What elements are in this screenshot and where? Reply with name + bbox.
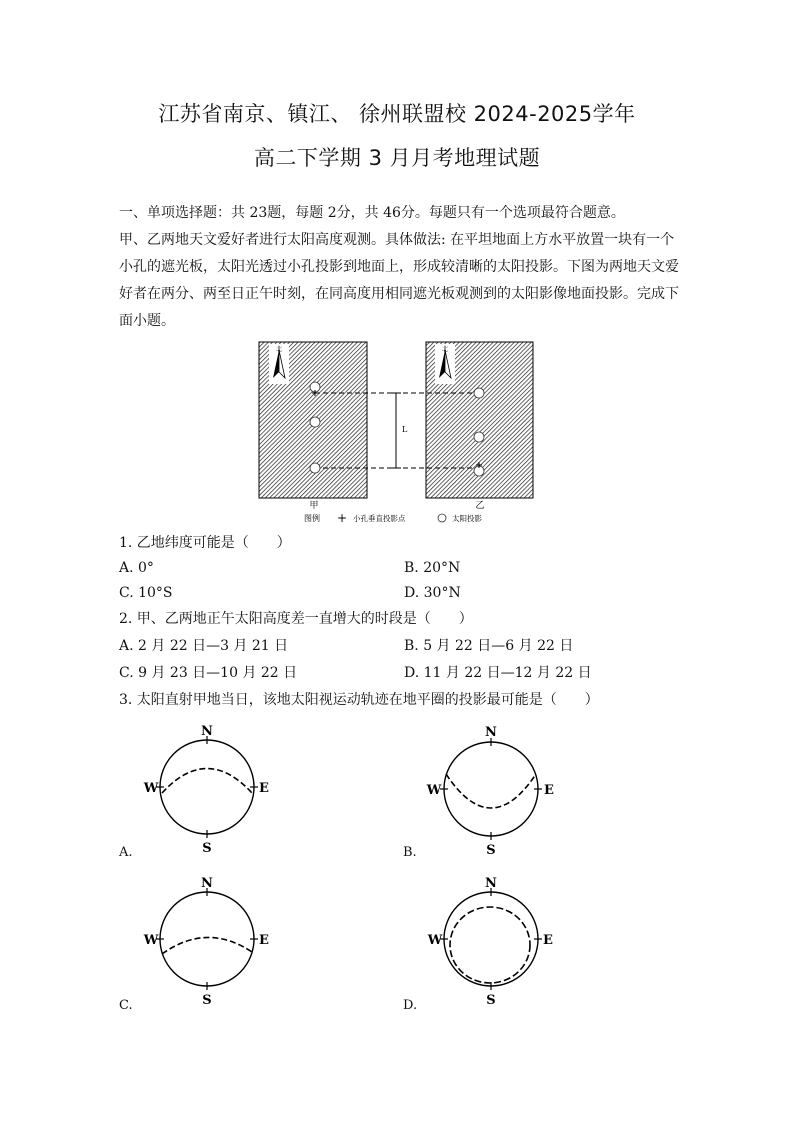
q1-option-a[interactable]: A. 0°: [119, 560, 154, 576]
compass-s: S: [202, 841, 212, 856]
diagram-d-label[interactable]: D.: [403, 998, 418, 1013]
diagram-a-label[interactable]: A.: [119, 845, 133, 860]
compass-w: W: [143, 781, 159, 796]
intro-line-1: 甲、乙两地天文爱好者进行太阳高度观测。具体做法: 在平坦地面上方水平放置一块有一个: [119, 232, 675, 248]
compass-n: N: [485, 725, 497, 740]
compass-n: N: [485, 876, 497, 891]
sun-projection: [474, 388, 484, 398]
q1-option-c[interactable]: C. 10°S: [119, 585, 173, 601]
compass-n: N: [201, 724, 213, 739]
compass-w: W: [427, 933, 443, 948]
diagram-c: [138, 872, 278, 1012]
north-label: 北: [441, 346, 449, 353]
q2-option-a[interactable]: A. 2 月 22 日—3 月 21 日: [119, 638, 289, 654]
section-heading: 一、单项选择题：共 23题，每题 2分，共 46分。每题只有一个选项最符合题意。: [119, 205, 625, 221]
north-arrow-icon: [269, 344, 289, 384]
compass-w: W: [143, 933, 159, 948]
intro-line-4: 面小题。: [119, 313, 175, 329]
compass-s: S: [486, 843, 496, 858]
q2-option-c[interactable]: C. 9 月 23 日—10 月 22 日: [119, 665, 298, 681]
sun-projection: [310, 463, 320, 473]
north-arrow-icon: [435, 344, 455, 384]
question-3: 3. 太阳直射甲地当日，该地太阳视运动轨迹在地平圈的投影最可能是（ ）: [119, 692, 599, 708]
distance-label: L: [402, 425, 408, 434]
legend-title: 图例: [304, 514, 320, 523]
question-1: 1. 乙地纬度可能是（ ）: [119, 535, 291, 551]
compass-e: E: [259, 933, 269, 948]
compass-e: E: [544, 783, 554, 798]
q1-option-d[interactable]: D. 30°N: [404, 585, 461, 601]
intro-line-2: 小孔的遮光板，太阳光透过小孔投影到地面上，形成较清晰的太阳投影。下图为两地天文爱: [119, 259, 679, 275]
compass-e: E: [543, 933, 553, 948]
sun-projection: [310, 417, 320, 427]
question-2: 2. 甲、乙两地正午太阳高度差一直增大的时段是（ ）: [119, 611, 473, 627]
diagram-a: [138, 720, 278, 860]
diagram-b-label[interactable]: B.: [403, 845, 417, 860]
north-label: 北: [275, 346, 283, 353]
intro-line-3: 好者在两分、两至日正午时刻，在同高度用相同遮光板观测到的太阳影像地面投影。完成下: [119, 286, 679, 302]
title-line-2: 高二下学期 3 月月考地理试题: [253, 146, 541, 170]
diagram-b: [422, 722, 562, 862]
title-line-1: 江苏省南京、镇江、 徐州联盟校 2024-2025学年: [158, 102, 636, 126]
legend-circle-icon: [438, 514, 446, 522]
q2-option-d[interactable]: D. 11 月 22 日—12 月 22 日: [404, 665, 592, 681]
compass-s: S: [202, 993, 212, 1008]
label-yi: 乙: [475, 501, 485, 511]
sun-projection: [474, 432, 484, 442]
legend-plus-label: 小孔垂直投影点: [353, 514, 406, 523]
label-jia: 甲: [309, 501, 319, 511]
compass-n: N: [201, 876, 213, 891]
diagram-d: [422, 872, 562, 1012]
diagram-c-label[interactable]: C.: [119, 998, 133, 1013]
compass-e: E: [259, 781, 269, 796]
legend-circle-label: 太阳投影: [452, 514, 482, 523]
figure-shadow-projection: [255, 338, 545, 528]
q2-option-b[interactable]: B. 5 月 22 日—6 月 22 日: [404, 638, 574, 654]
q1-option-b[interactable]: B. 20°N: [404, 560, 461, 576]
compass-s: S: [486, 993, 496, 1008]
legend-plus-icon: +: [337, 511, 348, 525]
compass-w: W: [426, 783, 442, 798]
